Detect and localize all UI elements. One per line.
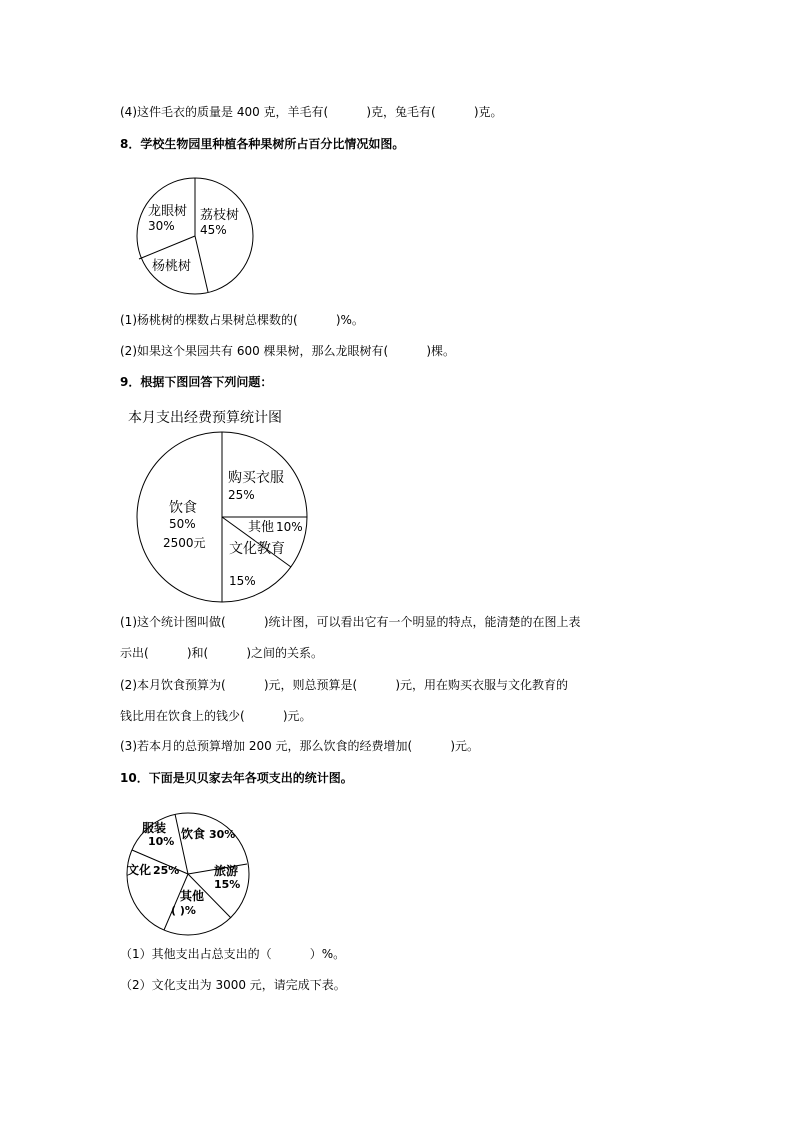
q8-sub2: (2)如果这个果园共有 600 棵果树，那么龙眼树有( )棵。 — [120, 344, 456, 358]
q7-4-text: (4)这件毛衣的质量是 400 克，羊毛有( )克，兔毛有( )克。 — [120, 105, 503, 119]
q10-label-clothing: 服装 — [142, 821, 167, 835]
q10-pie-chart — [124, 810, 252, 938]
q10-label-food: 饮食 — [181, 827, 206, 841]
q9-value-food: 50% — [169, 517, 196, 531]
q8-value-lychee: 45% — [200, 223, 227, 237]
q10-value-other: ( )% — [171, 904, 196, 917]
q10-value-clothing: 10% — [148, 835, 175, 848]
q8-pie-chart — [134, 175, 256, 297]
q10-prompt: 10．下面是贝贝家去年各项支出的统计图。 — [120, 771, 353, 785]
q10-label-other: 其他 — [180, 889, 205, 903]
q9-sub3: (3)若本月的总预算增加 200 元，那么饮食的经费增加( )元。 — [120, 739, 480, 753]
q8-value-longan: 30% — [148, 219, 175, 233]
q9-sub1a: (1)这个统计图叫做( )统计图，可以看出它有一个明显的特点，能清楚的在图上表 — [120, 615, 581, 629]
q9-pie-chart — [135, 430, 311, 606]
q10-label-culture: 文化 — [127, 863, 152, 877]
q9-chart-title: 本月支出经费预算统计图 — [128, 410, 282, 426]
q9-prompt: 9．根据下图回答下列问题： — [120, 375, 273, 389]
q9-sub1b: 示出( )和( )之间的关系。 — [120, 646, 324, 660]
q8-label-longan: 龙眼树 — [148, 204, 188, 219]
q9-value-other: 10% — [276, 520, 303, 534]
q10-label-travel: 旅游 — [214, 864, 239, 878]
q8-sub1: (1)杨桃树的棵数占果树总棵数的( )%。 — [120, 313, 364, 327]
q10-sub2: （2）文化支出为 3000 元，请完成下表。 — [120, 978, 346, 992]
q8-label-lychee: 荔枝树 — [200, 208, 240, 223]
q8-label-starfruit: 杨桃树 — [152, 259, 192, 274]
q9-label-other: 其他 — [248, 520, 275, 535]
q9-label-clothes: 购买衣服 — [228, 470, 284, 486]
q9-label-food: 饮食 — [169, 500, 197, 516]
q9-sub2b: 钱比用在饮食上的钱少( )元。 — [120, 709, 312, 723]
q9-value-education: 15% — [229, 574, 256, 588]
q10-value-food: 30% — [209, 828, 236, 841]
q9-food-amount: 2500元 — [163, 536, 206, 550]
q10-sub1: （1）其他支出占总支出的（ ）%。 — [120, 947, 346, 961]
q8-prompt: 8．学校生物园里种植各种果树所占百分比情况如图。 — [120, 137, 405, 151]
q9-sub2a: (2)本月饮食预算为( )元，则总预算是( )元，用在购买衣服与文化教育的 — [120, 678, 569, 692]
q9-label-education: 文化教育 — [229, 541, 285, 557]
q10-value-culture: 25% — [153, 864, 180, 877]
q9-value-clothes: 25% — [228, 488, 255, 502]
q10-value-travel: 15% — [214, 878, 241, 891]
